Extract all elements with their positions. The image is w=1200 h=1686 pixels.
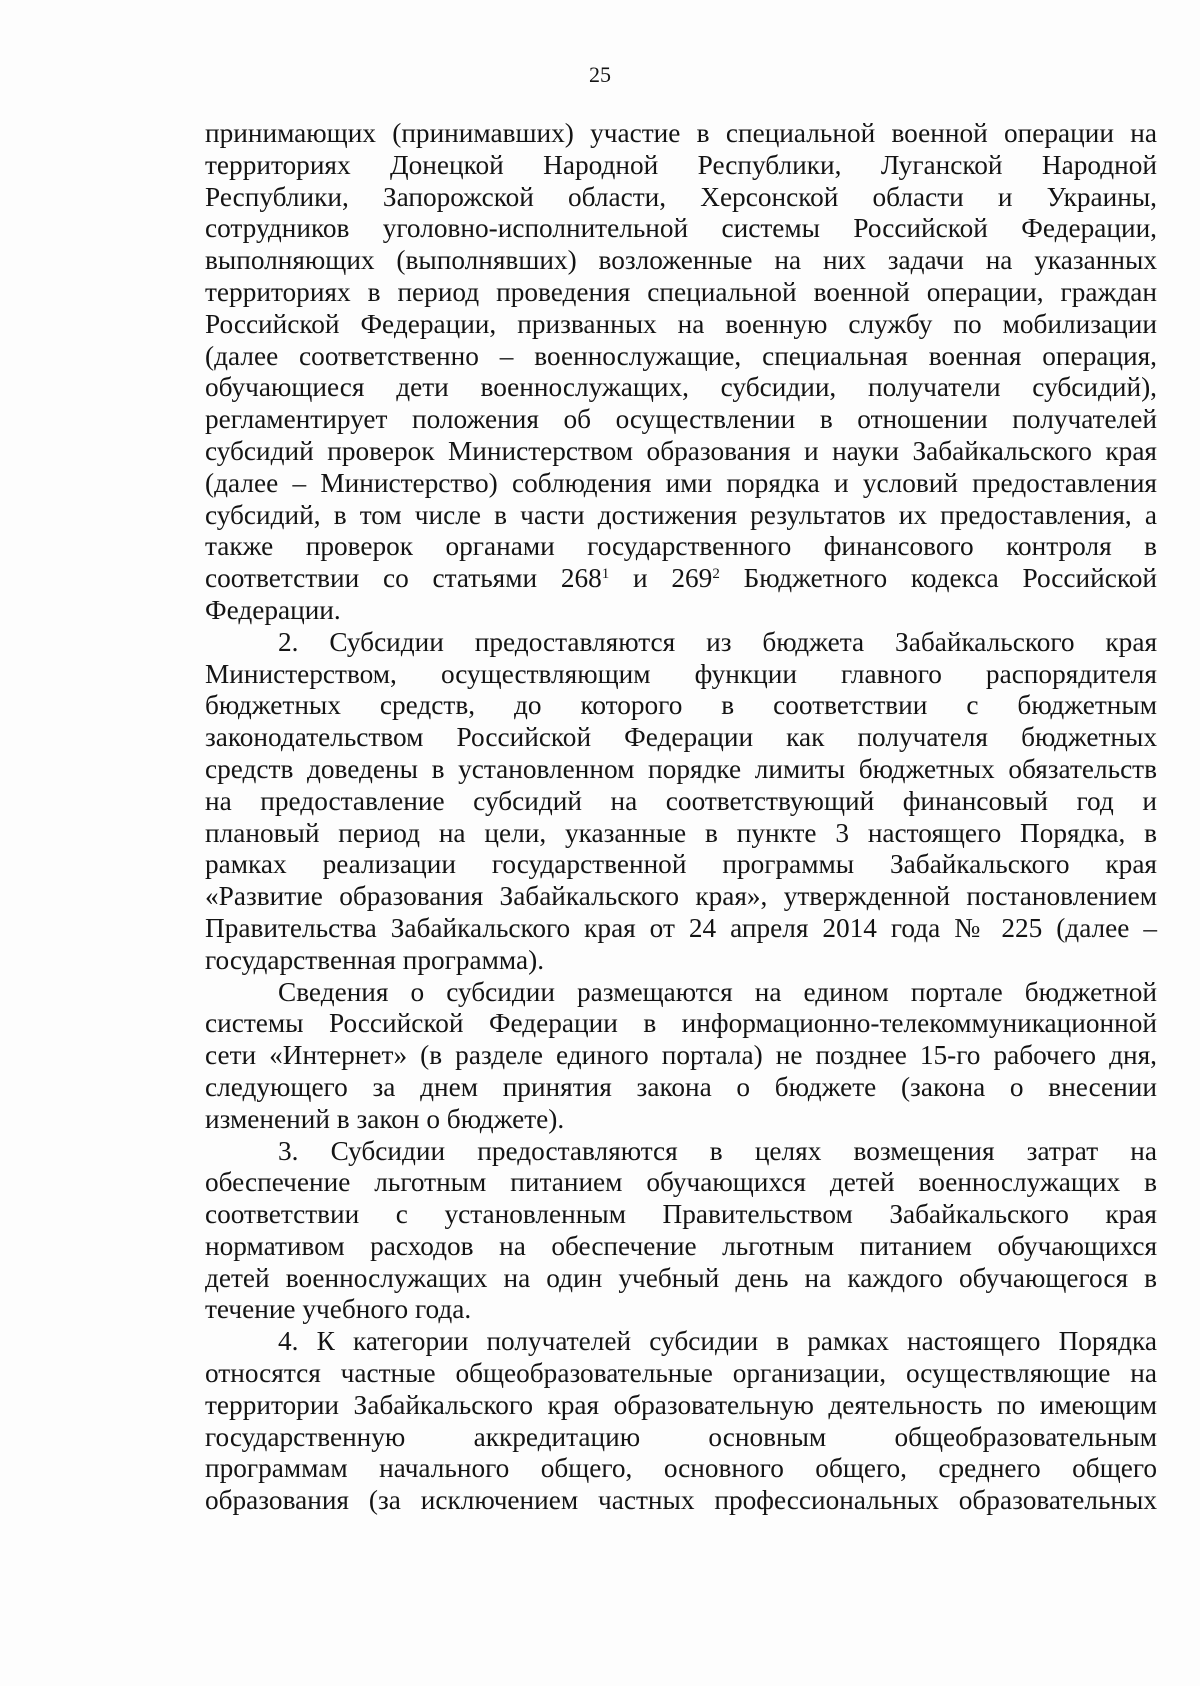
text-line: сотрудников уголовно-исполнительной системы Российской Федерации, bbox=[205, 213, 1157, 244]
text-line: субсидий проверок Министерством образования и науки Забайкальского края bbox=[205, 435, 1157, 466]
text-line: регламентирует положения об осуществлении в отношении получателей bbox=[205, 404, 1157, 435]
text-line: нормативом расходов на обеспечение льготным питанием обучающихся bbox=[205, 1230, 1157, 1261]
text-line: Федерации. bbox=[205, 594, 341, 625]
text-line: 4. К категории получателей субсидии в рамках настоящего Порядка bbox=[278, 1326, 1157, 1357]
text-line: также проверок органами государственного финансового контроля в bbox=[205, 531, 1157, 562]
superscript: 2 bbox=[712, 566, 720, 583]
text-line: принимающих (принимавших) участие в специальной военной операции на bbox=[205, 118, 1157, 148]
text-line: относятся частные общеобразовательные организации, осуществляющие на bbox=[205, 1358, 1157, 1389]
text-line: (далее соответственно – военнослужащие, специальная военная операция, bbox=[205, 340, 1157, 371]
text-line: сети «Интернет» (в разделе единого портала) не позднее 15-го рабочего дня, bbox=[205, 1040, 1157, 1071]
text-line: бюджетных средств, до которого в соответствии с бюджетным bbox=[205, 690, 1157, 721]
text-line: Правительства Забайкальского края от 24 апреля 2014 года № 225 (далее – bbox=[205, 912, 1157, 943]
text-line: Республики, Запорожской области, Херсонской области и Украины, bbox=[205, 181, 1157, 212]
text-line: рамках реализации государственной программы Забайкальского края bbox=[205, 849, 1157, 880]
document-body bbox=[205, 118, 1157, 1517]
text-line: территориях в период проведения специальной военной операции, граждан bbox=[205, 276, 1157, 307]
text-line: средств доведены в установленном порядке лимиты бюджетных обязательств bbox=[205, 753, 1157, 784]
text-line: течение учебного года. bbox=[205, 1294, 472, 1325]
text-line: изменений в закон о бюджете). bbox=[205, 1103, 565, 1134]
text-line: субсидий, в том числе в части достижения результатов их предоставления, а bbox=[205, 499, 1157, 530]
text-line: законодательством Российской Федерации как получателя бюджетных bbox=[205, 722, 1157, 753]
text-line: 3. Субсидии предоставляются в целях возмещения затрат на bbox=[278, 1135, 1157, 1166]
superscript: 1 bbox=[601, 566, 610, 583]
text-line: образования (за исключением частных профессиональных образовательных bbox=[205, 1485, 1157, 1516]
text-line: системы Российской Федерации в информационно-телекоммуникационной bbox=[205, 1008, 1157, 1039]
text-line: обеспечение льготным питанием обучающихся детей военнослужащих в bbox=[205, 1167, 1157, 1198]
text-line: Сведения о субсидии размещаются на едином портале бюджетной bbox=[278, 976, 1157, 1007]
text-line: детей военнослужащих на один учебный день на каждого обучающегося в bbox=[205, 1262, 1157, 1293]
text-line: выполняющих (выполнявших) возложенные на них задачи на указанных bbox=[205, 245, 1157, 276]
text-line: соответствии со статьями $268^1$ и $269^2$ Бюджетного кодекса Российской bbox=[205, 563, 1158, 594]
text-line: Российской Федерации, призванных на военную службу по мобилизации bbox=[205, 308, 1157, 339]
text-line: обучающиеся дети военнослужащих, субсидии, получатели субсидий), bbox=[205, 372, 1157, 403]
text-line: «Развитие образования Забайкальского края», утвержденной постановлением bbox=[205, 881, 1157, 912]
page-number: 25 bbox=[589, 62, 611, 87]
text-line: государственная программа). bbox=[205, 944, 545, 975]
text-line: государственную аккредитацию основным общеобразовательным bbox=[205, 1421, 1157, 1452]
text-line: плановый период на цели, указанные в пункте 3 настоящего Порядка, в bbox=[205, 817, 1157, 848]
text-line: (далее – Министерство) соблюдения ими порядка и условий предоставления bbox=[205, 467, 1157, 498]
text-line: на предоставление субсидий на соответствующий финансовый год и bbox=[205, 785, 1157, 816]
text-line: программам начального общего, основного общего, среднего общего bbox=[205, 1453, 1157, 1484]
text-line: Министерством, осуществляющим функции главного распорядителя bbox=[205, 658, 1157, 689]
text-line: территории Забайкальского края образовательную деятельность по имеющим bbox=[205, 1389, 1157, 1420]
text-line: 2. Субсидии предоставляются из бюджета Забайкальского края bbox=[278, 626, 1157, 657]
text-line: территориях Донецкой Народной Республики, Луганской Народной bbox=[205, 149, 1157, 180]
text-line: соответствии с установленным Правительством Забайкальского края bbox=[205, 1199, 1157, 1230]
text-line: следующего за днем принятия закона о бюджете (закона о внесении bbox=[205, 1071, 1157, 1102]
